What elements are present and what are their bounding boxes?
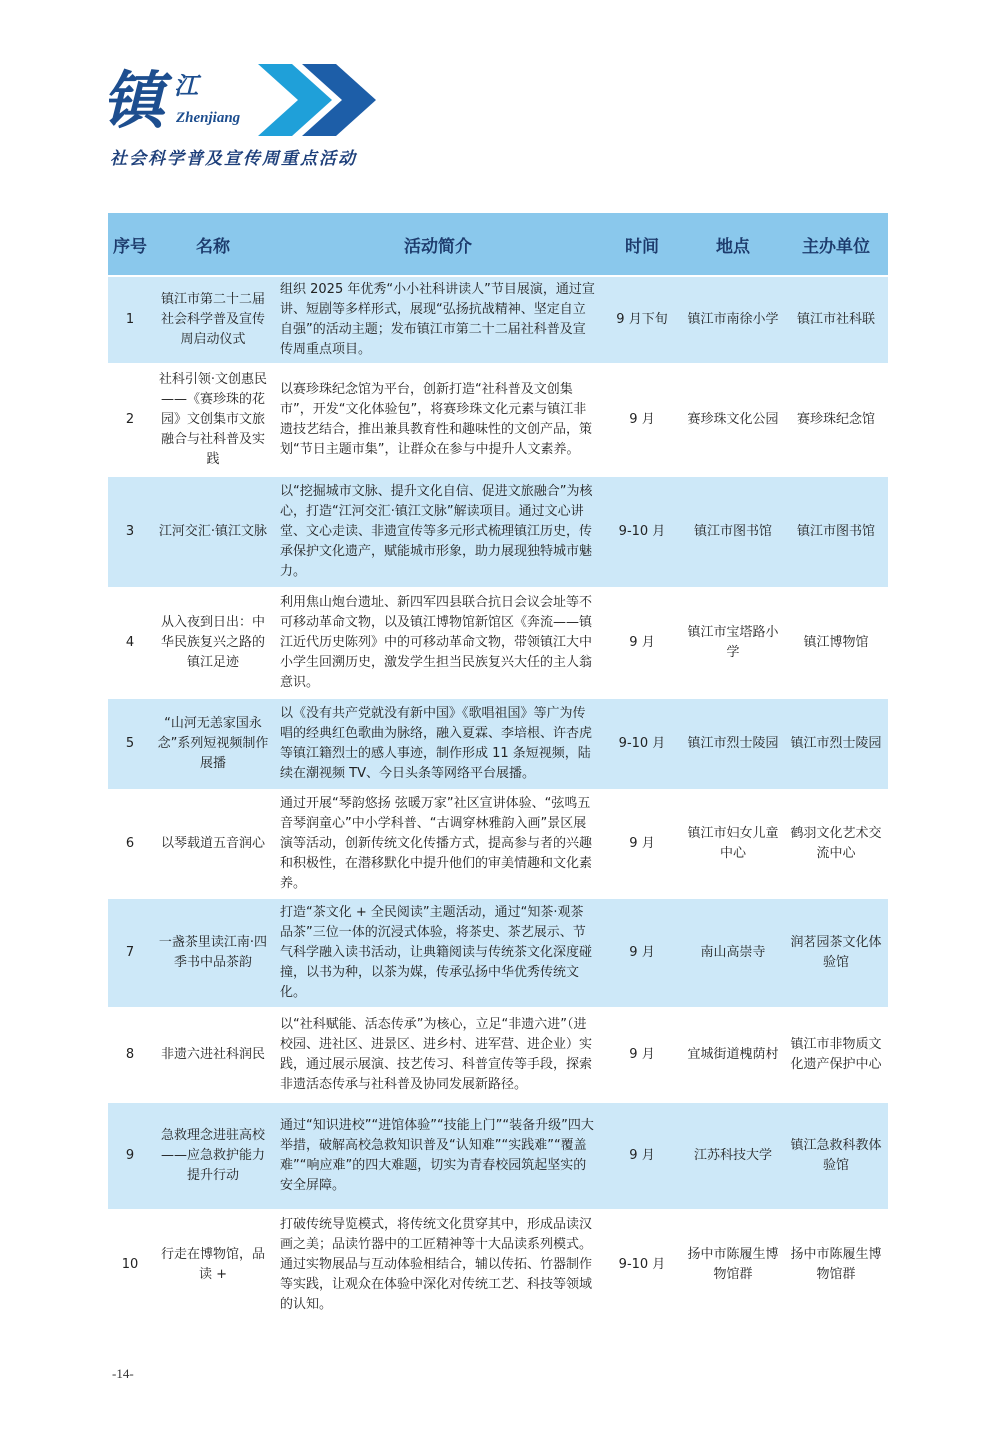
cell-host: 扬中市陈履生博物馆群 <box>784 1210 888 1318</box>
cell-host: 润茗园茶文化体验馆 <box>784 898 888 1008</box>
cell-no: 9 <box>108 1102 152 1210</box>
cell-host: 鹤羽文化艺术交流中心 <box>784 790 888 898</box>
logo-small-char: 江 <box>174 71 198 100</box>
col-header-name: 名称 <box>152 213 274 276</box>
table-row <box>108 276 888 364</box>
cell-place: 南山高崇寺 <box>682 898 784 1008</box>
cell-time: 9 月 <box>602 790 682 898</box>
cell-host: 赛珍珠纪念馆 <box>784 364 888 476</box>
cell-no: 6 <box>108 790 152 898</box>
cell-no: 3 <box>108 476 152 588</box>
cell-desc: 组织 2025 年优秀“小小社科讲读人”节目展演，通过宣讲、短剧等多样形式，展现“弘扬抗战精神、坚定自立自强”的活动主题；发布镇江市第二十二届社科普及宣传周重点项目。 <box>274 276 602 364</box>
cell-desc: 通过开展“琴韵悠扬 弦暖万家”社区宣讲体验、“弦鸣五音琴润童心”中小学科普、“古调穿林雅韵入画”景区展演等活动，创新传统文化传播方式，提高参与者的兴趣和积极性，在潜移默化中提升他们的审美情趣和文化素养。 <box>274 790 602 898</box>
cell-name: 镇江市第二十二届社会科学普及宣传周启动仪式 <box>152 276 274 364</box>
col-header-host: 主办单位 <box>784 213 888 276</box>
cell-desc: 打破传统导览模式，将传统文化贯穿其中，形成品读汉画之美；品读竹器中的工匠精神等十大品读系列模式。通过实物展品与互动体验相结合，辅以传拓、竹器制作等实践，让观众在体验中深化对传统工艺、科技等领域的认知。 <box>274 1210 602 1318</box>
cell-desc: 利用焦山炮台遗址、新四军四县联合抗日会议会址等不可移动革命文物，以及镇江博物馆新馆区《奔流——镇江近代历史陈列》中的可移动革命文物，带领镇江大中小学生回溯历史，激发学生担当民族复兴大任的主人翁意识。 <box>274 588 602 698</box>
cell-name: 以琴载道五音润心 <box>152 790 274 898</box>
cell-place: 镇江市图书馆 <box>682 476 784 588</box>
cell-place: 镇江市宝塔路小学 <box>682 588 784 698</box>
cell-time: 9-10 月 <box>602 476 682 588</box>
header <box>100 60 400 170</box>
table-header-row <box>108 213 888 276</box>
cell-host: 镇江市烈士陵园 <box>784 698 888 790</box>
cell-desc: 通过“知识进校”“进馆体验”“技能上门”“装备升级”四大举措，破解高校急救知识普及“认知难”“实践难”“覆盖难”“响应难”的四大难题，切实为青春校园筑起坚实的安全屏障。 <box>274 1102 602 1210</box>
cell-place: 宜城街道槐荫村 <box>682 1008 784 1102</box>
cell-no: 4 <box>108 588 152 698</box>
cell-place: 江苏科技大学 <box>682 1102 784 1210</box>
table-row <box>108 364 888 476</box>
cell-desc: 以“挖掘城市文脉、提升文化自信、促进文旅融合”为核心，打造“江河交汇·镇江文脉”解读项目。通过文心讲堂、文心走读、非遗宣传等多元形式梳理镇江历史，传承保护文化遗产，赋能城市形象，助力展现独特城市魅力。 <box>274 476 602 588</box>
cell-no: 7 <box>108 898 152 1008</box>
logo-main-char: 镇 <box>102 64 161 137</box>
cell-host: 镇江博物馆 <box>784 588 888 698</box>
cell-time: 9 月 <box>602 1102 682 1210</box>
cell-time: 9 月 <box>602 364 682 476</box>
cell-name: 一盏茶里读江南·四季书中品茶韵 <box>152 898 274 1008</box>
chevron-arrows-icon <box>258 60 388 140</box>
col-header-time: 时间 <box>602 213 682 276</box>
cell-time: 9-10 月 <box>602 698 682 790</box>
cell-desc: 以“社科赋能、活态传承”为核心，立足“非遗六进”（进校园、进社区、进景区、进乡村、进军营、进企业）实践，通过展示展演、技艺传习、科普宣传等手段，探索非遗活态传承与社科普及协同发展新路径。 <box>274 1008 602 1102</box>
cell-place: 镇江市妇女儿童中心 <box>682 790 784 898</box>
cell-place: 赛珍珠文化公园 <box>682 364 784 476</box>
activities-table <box>108 213 888 1318</box>
table-row <box>108 898 888 1008</box>
cell-name: “山河无恙家国永念”系列短视频制作展播 <box>152 698 274 790</box>
table-row <box>108 1102 888 1210</box>
cell-desc: 以《没有共产党就没有新中国》《歌唱祖国》等广为传唱的经典红色歌曲为脉络，融入夏霖、李培根、许杏虎等镇江籍烈士的感人事迹，制作形成 11 条短视频，陆续在潮视频 TV、今日头条等网络平台展播。 <box>274 698 602 790</box>
header-subtitle: 社会科学普及宣传周重点活动 <box>110 149 357 169</box>
cell-host: 镇江市图书馆 <box>784 476 888 588</box>
cell-no: 5 <box>108 698 152 790</box>
cell-no: 1 <box>108 276 152 364</box>
cell-place: 镇江市南徐小学 <box>682 276 784 364</box>
table-row <box>108 698 888 790</box>
cell-time: 9 月下旬 <box>602 276 682 364</box>
table-row <box>108 790 888 898</box>
cell-name: 行走在博物馆，品读 + <box>152 1210 274 1318</box>
logo-english: Zhenjiang <box>176 110 241 126</box>
cell-name: 江河交汇·镇江文脉 <box>152 476 274 588</box>
page-number: -14- <box>112 1366 134 1381</box>
cell-host: 镇江市非物质文化遗产保护中心 <box>784 1008 888 1102</box>
table-row <box>108 1210 888 1318</box>
cell-no: 10 <box>108 1210 152 1318</box>
cell-place: 镇江市烈士陵园 <box>682 698 784 790</box>
cell-no: 2 <box>108 364 152 476</box>
table-row <box>108 476 888 588</box>
cell-host: 镇江市社科联 <box>784 276 888 364</box>
col-header-no: 序号 <box>108 213 152 276</box>
cell-time: 9 月 <box>602 1008 682 1102</box>
col-header-place: 地点 <box>682 213 784 276</box>
table-row <box>108 1008 888 1102</box>
cell-name: 从入夜到日出：中华民族复兴之路的镇江足迹 <box>152 588 274 698</box>
cell-time: 9 月 <box>602 898 682 1008</box>
cell-desc: 打造“茶文化 + 全民阅读”主题活动，通过“知茶·观茶品茶”三位一体的沉浸式体验，将茶史、茶艺展示、节气科学融入读书活动，让典籍阅读与传统茶文化深度碰撞，以书为种，以茶为媒，传承弘扬中华优秀传统文化。 <box>274 898 602 1008</box>
table-row <box>108 588 888 698</box>
col-header-desc: 活动简介 <box>274 213 602 276</box>
cell-desc: 以赛珍珠纪念馆为平台，创新打造“社科普及文创集市”，开发“文化体验包”，将赛珍珠文化元素与镇江非遗技艺结合，推出兼具教育性和趣味性的文创产品，策划“节日主题市集”，让群众在参与中提升人文素养。 <box>274 364 602 476</box>
cell-place: 扬中市陈履生博物馆群 <box>682 1210 784 1318</box>
cell-time: 9-10 月 <box>602 1210 682 1318</box>
cell-no: 8 <box>108 1008 152 1102</box>
cell-name: 急救理念进驻高校——应急救护能力提升行动 <box>152 1102 274 1210</box>
cell-host: 镇江急救科教体验馆 <box>784 1102 888 1210</box>
cell-name: 社科引领·文创惠民——《赛珍珠的花园》文创集市文旅融合与社科普及实践 <box>152 364 274 476</box>
cell-name: 非遗六进社科润民 <box>152 1008 274 1102</box>
cell-time: 9 月 <box>602 588 682 698</box>
